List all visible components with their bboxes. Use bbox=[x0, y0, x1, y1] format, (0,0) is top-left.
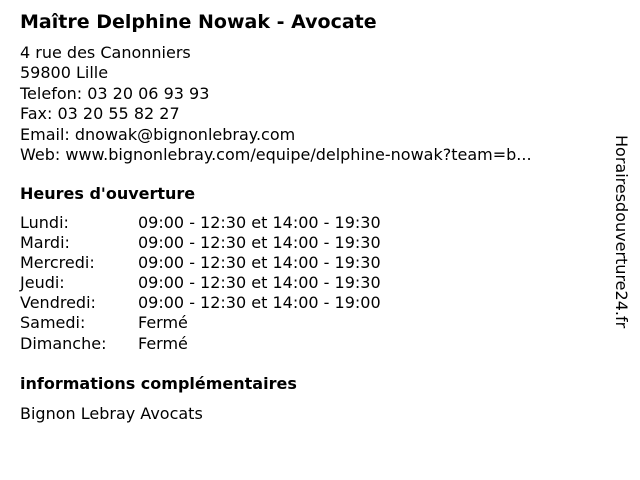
page-title: Maître Delphine Nowak - Avocate bbox=[20, 11, 377, 33]
email-line: Email: dnowak@bignonlebray.com bbox=[20, 124, 296, 144]
hours-row-vendredi bbox=[20, 293, 381, 313]
opening-hours-heading: Heures d'ouverture bbox=[20, 184, 196, 203]
day-label: Vendredi: bbox=[20, 293, 96, 313]
hours-row-mardi bbox=[20, 233, 381, 253]
day-hours: 09:00 - 12:30 et 14:00 - 19:30 bbox=[138, 233, 381, 253]
hours-row-mercredi bbox=[20, 253, 381, 273]
hours-row-dimanche bbox=[20, 334, 381, 354]
address-city: 59800 Lille bbox=[20, 63, 109, 83]
additional-info-heading: informations complémentaires bbox=[20, 374, 297, 393]
web-line: Web: www.bignonlebray.com/equipe/delphine-nowak?team=b... bbox=[20, 144, 532, 164]
contact-block bbox=[20, 43, 532, 165]
day-hours: 09:00 - 12:30 et 14:00 - 19:30 bbox=[138, 273, 381, 293]
hours-row-lundi bbox=[20, 213, 381, 233]
day-hours: 09:00 - 12:30 et 14:00 - 19:00 bbox=[138, 293, 381, 313]
day-hours: 09:00 - 12:30 et 14:00 - 19:30 bbox=[138, 253, 381, 273]
fax-line: Fax: 03 20 55 82 27 bbox=[20, 104, 180, 124]
day-label: Samedi: bbox=[20, 313, 86, 333]
additional-info-text: Bignon Lebray Avocats bbox=[20, 404, 203, 423]
site-watermark: Horairesdouverture24.fr bbox=[612, 135, 631, 329]
day-label: Dimanche: bbox=[20, 333, 107, 353]
opening-hours-table bbox=[20, 213, 381, 354]
phone-line: Telefon: 03 20 06 93 93 bbox=[20, 83, 210, 103]
hours-row-jeudi bbox=[20, 273, 381, 293]
day-label: Mercredi: bbox=[20, 253, 95, 273]
address-street: 4 rue des Canonniers bbox=[20, 43, 191, 62]
day-hours: Fermé bbox=[138, 333, 188, 353]
hours-row-samedi bbox=[20, 313, 381, 333]
day-hours: Fermé bbox=[138, 313, 188, 333]
day-hours: 09:00 - 12:30 et 14:00 - 19:30 bbox=[138, 213, 381, 232]
day-label: Lundi: bbox=[20, 213, 69, 232]
day-label: Mardi: bbox=[20, 233, 70, 253]
day-label: Jeudi: bbox=[20, 273, 65, 293]
